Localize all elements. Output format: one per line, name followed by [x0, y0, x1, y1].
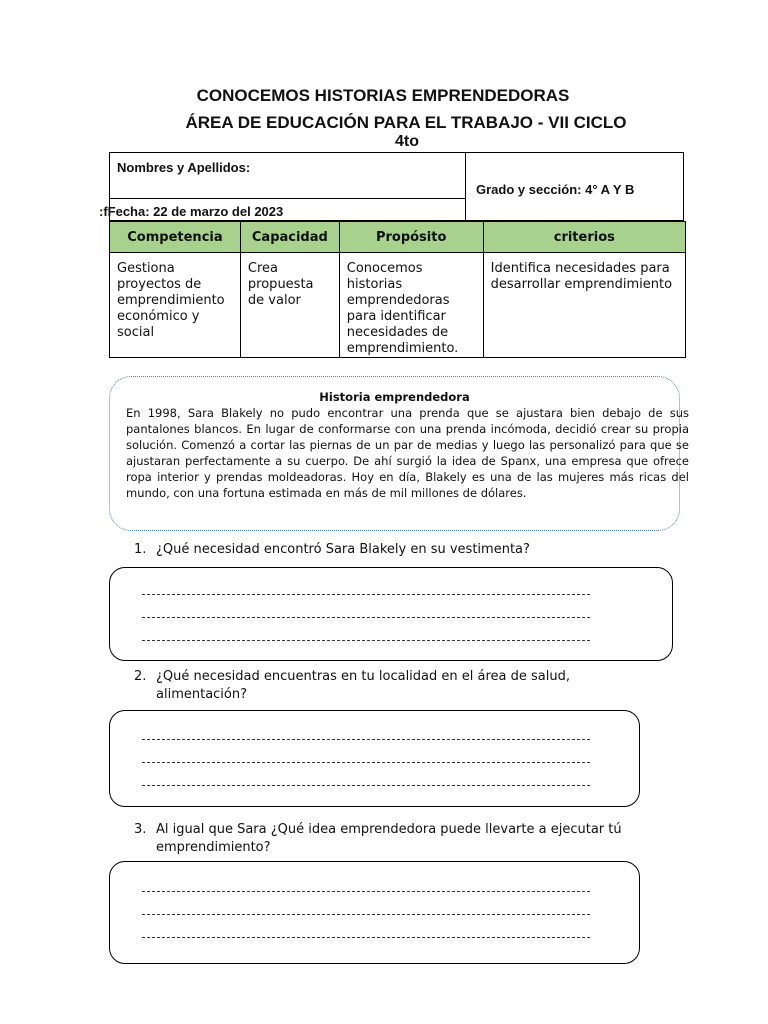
- answer-box-1[interactable]: [109, 567, 673, 661]
- header-capacidad: Capacidad: [240, 222, 339, 253]
- answer-line[interactable]: [142, 785, 590, 786]
- question-number: 2.: [134, 669, 147, 684]
- page-title: CONOCEMOS HISTORIAS EMPRENDEDORAS: [196, 86, 570, 105]
- question-3: [134, 821, 674, 861]
- story-title: Historia emprendedora: [319, 390, 470, 404]
- answer-line[interactable]: [142, 914, 590, 915]
- question-number: 3.: [134, 822, 147, 837]
- answer-line[interactable]: [142, 640, 590, 641]
- date-label: :fFecha: 22 de marzo del 2023: [99, 204, 284, 219]
- answer-line[interactable]: [142, 617, 590, 618]
- cell-capacidad: Crea propuesta de valor: [240, 253, 339, 358]
- grade-heading: 4to: [395, 133, 419, 150]
- page-subtitle: ÁREA DE EDUCACIÓN PARA EL TRABAJO - VII CICLO: [185, 113, 627, 132]
- cell-criterios: Identifica necesidades para desarrollar emprendimiento: [483, 253, 685, 358]
- question-number: 1.: [134, 542, 147, 557]
- question-2: [134, 668, 654, 708]
- answer-box-2[interactable]: [109, 710, 640, 807]
- answer-line[interactable]: [142, 739, 590, 740]
- grade-section-label: Grado y sección: 4° A Y B: [476, 182, 635, 197]
- header-competencia: Competencia: [110, 222, 241, 253]
- answer-line[interactable]: [142, 891, 590, 892]
- table-row: [110, 253, 686, 358]
- cell-proposito: Conocemos historias emprendedoras para identificar necesidades de emprendimiento.: [339, 253, 483, 358]
- question-text: ¿Qué necesidad encontró Sara Blakely en su vestimenta?: [156, 542, 530, 557]
- cell-competencia: Gestiona proyectos de emprendimiento económico y social: [110, 253, 241, 358]
- story-text: En 1998, Sara Blakely no pudo encontrar una prenda que se ajustara bien debajo de sus pantalones blancos. En lugar de conformarse con una prenda incómoda, decidió crear su propia solución. Comenzó a cortar las piernas de un par de medias y luego las personalizó para que se ajustaran perfectamente a su cuerpo. De ahí surgió la idea de Spanx, una empresa que ofrece ropa interior y prendas moldeadoras. Hoy en día, Blakely es una de las mujeres más ricas del mundo, con una fortuna estimada en más de mil millones de dólares.: [126, 406, 689, 500]
- header-proposito: Propósito: [339, 222, 483, 253]
- answer-box-3[interactable]: [109, 861, 640, 964]
- competency-table: [109, 221, 686, 358]
- answer-line[interactable]: [142, 594, 590, 595]
- header-criterios: criterios: [483, 222, 685, 253]
- answer-line[interactable]: [142, 937, 590, 938]
- question-text: ¿Qué necesidad encuentras en tu localidad en el área de salud, alimentación?: [156, 669, 570, 702]
- answer-line[interactable]: [142, 762, 590, 763]
- names-label: Nombres y Apellidos:: [117, 160, 251, 175]
- question-text: Al igual que Sara ¿Qué idea emprendedora puede llevarte a ejecutar tú emprendimiento?: [156, 822, 622, 855]
- table-header-row: [110, 222, 686, 253]
